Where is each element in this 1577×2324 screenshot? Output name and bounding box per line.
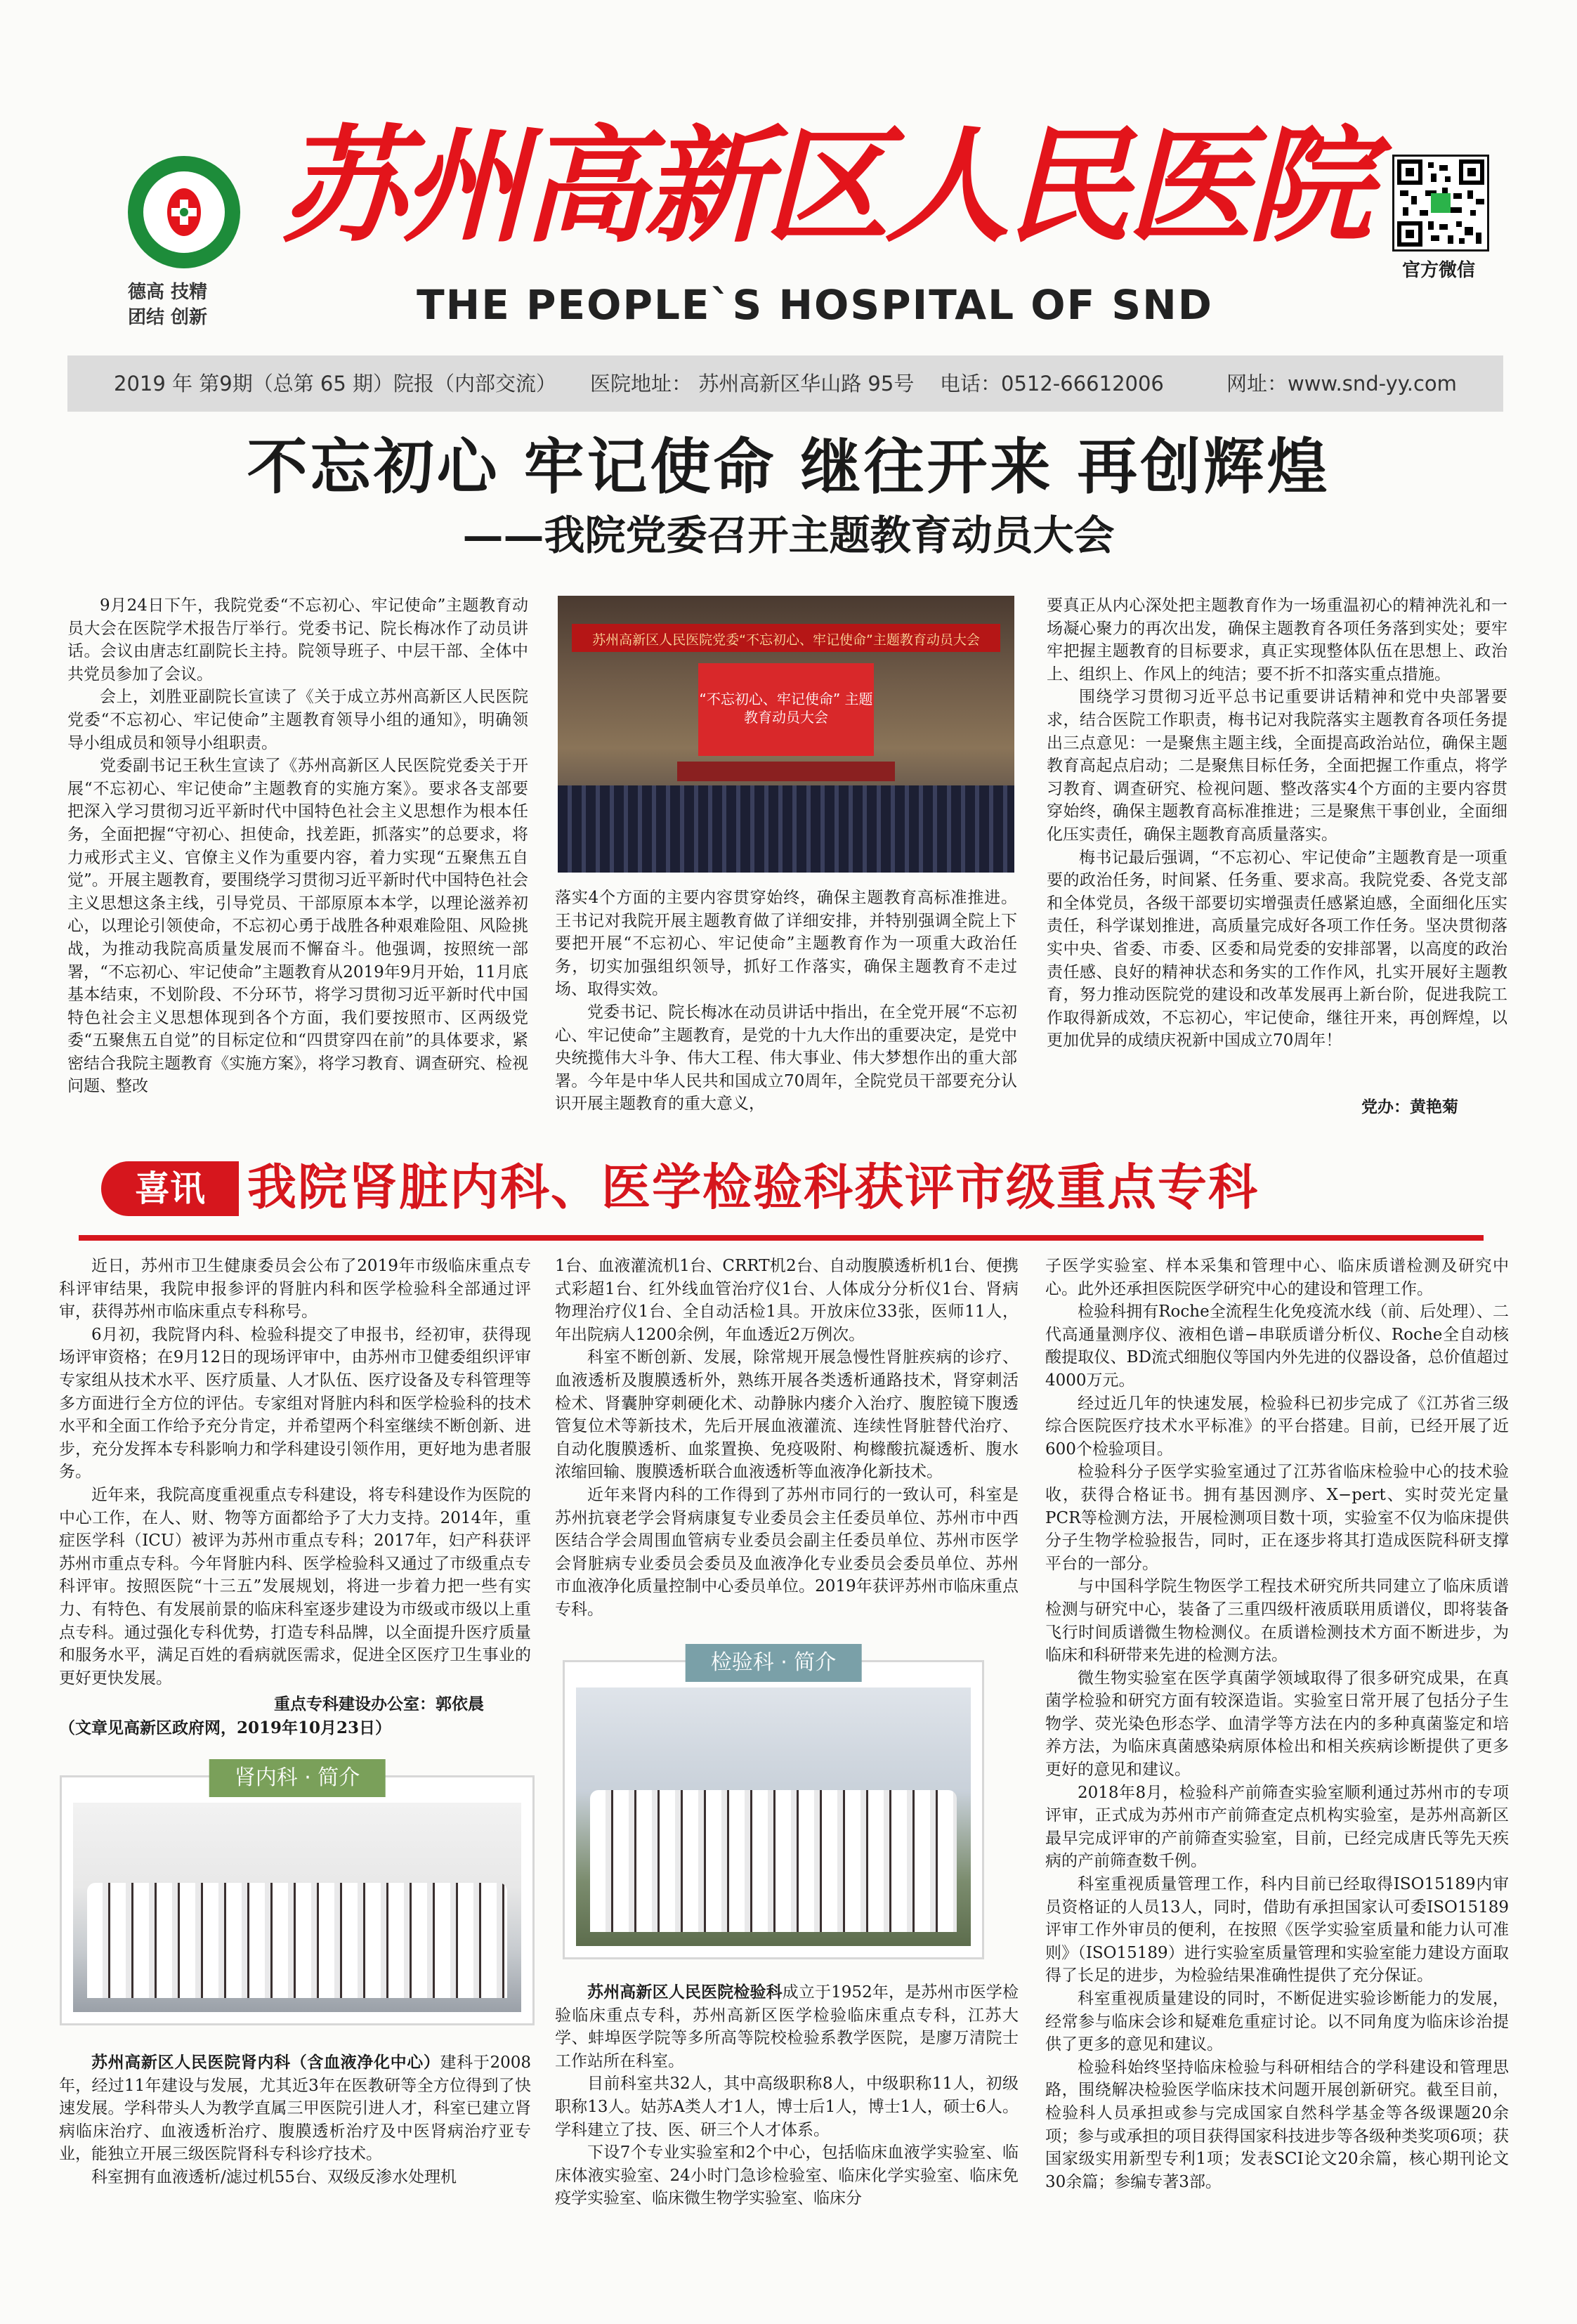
lead-text: 苏州高新区人民医院肾内科（含血液净化中心） [91, 2053, 440, 2072]
qr-label: 官方微信 [1401, 260, 1475, 281]
paragraph: 检验科分子医学实验室通过了江苏省临床检验中心的技术验收，获得合格证书。拥有基因测序、X−pert、实时荧光定量PCR等检测方法，开展检测项目数十项，实验室不仅为临床提供分子生物学检验报告，同时，正在逐步将其打造成医院科研支撑平台的一部分。 [1045, 1463, 1509, 1573]
paragraph: 党委副书记王秋生宣读了《苏州高新区人民医院党委关于开展“不忘初心、牢记使命”主题教育的实施方案》。要求各支部要把深入学习贯彻习近平新时代中国特色社会主义思想作为根本任务，全面把握“守初心、担使命，找差距，抓落实”的总要求，将力戒形式主义、官僚主义作为重要内容，着力实现“五聚焦五自觉”。开展主题教育，要围绕学习贯彻习近平新时代中国特色社会主义思想这条主线，引导党员、干部原原本本学，以理论滋养初心，以理论引领使命，不忘初心勇于战胜各种艰难险阻、风险挑战，为推动我院高质量发展而不懈奋斗。他强调，按照统一部署，“不忘初心、牢记使命”主题教育从2019年9月开始，11月底基本结束，不划阶段、不分环节，将学习贯彻习近平新时代中国特色社会主义思想体现到各个方面，我们要按照市、区两级党委“五聚焦五自觉”的目标定位和“四贯穿四在前”的具体要求，紧密结合我院主题教育《实施方案》，将学习教育、调查研究、检视问题、整改 [67, 757, 528, 1096]
nephrology-label: 肾内科 · 简介 [209, 1759, 386, 1797]
meeting-photo [558, 596, 1014, 873]
paragraph: 经过近几年的快速发展，检验科已初步完成了《江苏省三级综合医院医疗技术水平标准》的平台搭建。目前，已经开展了近600个检验项目。 [1045, 1394, 1509, 1458]
paragraph: 党委书记、院长梅冰在动员讲话中指出，在全党开展“不忘初心、牢记使命”主题教育，是党的十九大作出的重要决定，是党中央统揽伟大斗争、伟大工程、伟大事业、伟大梦想作出的重大部署。今年是中华人民共和国成立70周年，全院党员干部要充分认识开展主题教育的重大意义， [555, 1003, 1017, 1114]
nephrology-photo-frame [62, 1765, 532, 2023]
article2-signature: 重点专科建设办公室：郭依晨 [274, 1695, 484, 1713]
nephrology-intro [59, 2051, 531, 2311]
hospital-logo [128, 156, 240, 268]
article2-headline: 我院肾脏内科、医学检验科获评市级重点专科 [247, 1158, 1259, 1216]
laboratory-intro [555, 1981, 1019, 2311]
paragraph: 近年来肾内科的工作得到了苏州市同行的一致认可，科室是苏州抗衰老学会肾病康复专业委员会主任委员单位、苏州市中西医结合学会周围血管病专业委员会副主任委员单位、苏州市医学会肾脏病专业委员会委员及血液净化专业委员会委员单位、苏州市血液净化质量控制中心委员单位。2019年获评苏州市临床重点专科。 [555, 1485, 1019, 1619]
address-info: 医院地址： 苏州高新区华山路 95号 [590, 372, 915, 396]
article2-column-2 [555, 1255, 1019, 1648]
paragraph: 科室重视质量建设的同时，不断促进实验诊断能力的发展，经常参与临床会诊和疑难危重症讨论。以不同角度为临床诊治提供了更多的意见和建议。 [1045, 1990, 1509, 2054]
laboratory-label: 检验科 · 简介 [686, 1644, 862, 1682]
paragraph: 6月初，我院肾内科、检验科提交了申报书，经初审，获得现场评审资格；在9月12日的现场评审中，由苏州市卫健委组织评审专家组从技术水平、医疗质量、人才队伍、医疗设备及专科管理等多方面进行全方位的评估。专家组对肾脏内科和医学检验科的技术水平和全面工作给予充分肯定，并希望两个科室继续不断创新、进步，充分发挥本专科影响力和学科建设引领作用，更好地为患者服务。 [59, 1325, 531, 1482]
article1-subhead: ——我院党委召开主题教育动员大会 [462, 511, 1115, 559]
masthead-title: 苏州高新区人民医院 [281, 112, 1368, 259]
nephrology-team-photo [73, 1803, 521, 2012]
laboratory-photo-frame [565, 1650, 982, 1957]
paragraph: 下设7个专业实验室和2个中心，包括临床血液学实验室、临床体液实验室、24小时门急诊检验室、临床化学实验室、临床免疫学实验室、临床微生物学实验室、临床分 [555, 2143, 1019, 2208]
website-link[interactable]: 网址：www.snd-yy.com [1226, 372, 1457, 396]
issue-info: 2019 年 第9期（总第 65 期）院报（内部交流） [114, 372, 557, 396]
paragraph: 微生物实验室在医学真菌学领域取得了很多研究成果，在真菌学检验和研究方面有较深造诣。实验室日常开展了包括分子生物学、荧光染色形态学、血清学等方法在内的多种真菌鉴定和培养方法，为临床真菌感染病原体检出和相关疾病诊断提供了更多更好的意见和建议。 [1045, 1669, 1509, 1780]
paragraph: 检验科始终坚持临床检验与科研相结合的学科建设和管理思路，围绕解决检验医学临床技术问题开展创新研究。截至目前，检验科人员承担或参与完成国家自然科学基金等各级课题20余项；参与或承担的项目获得国家科技进步等各级种类奖项6项；获国家级实用新型专利1项；发表SCI论文20余篇，核心期刊论文30余篇；参编专著3部。 [1045, 2058, 1509, 2191]
motto-line-2: 团结 创新 [128, 307, 208, 328]
paragraph: 近日，苏州市卫生健康委员会公布了2019年市级临床重点专科评审结果，我院申报参评的肾脏内科和医学检验科全部通过评审，获得苏州市临床重点专科称号。 [59, 1257, 531, 1321]
paragraph: 检验科拥有Roche全流程生化免疫流水线（前、后处理）、二代高通量测序仪、液相色谱−串联质谱分析仪、Roche全自动核酸提取仪、BD流式细胞仪等国内外先进的仪器设备，总价值超过4000万元。 [1045, 1303, 1509, 1390]
good-news-badge: 喜讯 [101, 1161, 239, 1216]
article2-column-3 [1045, 1255, 1509, 2311]
meeting-banner-text: 苏州高新区人民医院党委“不忘初心、牢记使命”主题教育动员大会 [592, 632, 980, 648]
paragraph: 围绕学习贯彻习近平总书记重要讲话精神和党中央部署要求，结合医院工作职责，梅书记对我院落实主题教育各项任务提出三点意见：一是聚焦主题主线，全面提高政治站位，确保主题教育高起点启动；二是聚焦目标任务，全面把握工作重点，将学习教育、调查研究、检视问题、整改落实4个方面的主要内容贯穿始终，确保主题教育高标准推进；三是聚焦干事创业，全面细化压实责任，确保主题教育高质量落实。 [1047, 688, 1507, 844]
meeting-screen-text: “不忘初心、牢记使命” 主题教育动员大会 [699, 691, 873, 726]
article1-column-1 [67, 594, 528, 1116]
info-bar [67, 355, 1503, 412]
motto-line-1: 德高 技精 [128, 282, 208, 303]
paragraph: 科室拥有血液透析/滤过机55台、双级反渗水处理机 [91, 2167, 457, 2186]
qr-code-icon [1392, 155, 1489, 252]
article1-column-3 [1047, 594, 1507, 1116]
article2-column-1 [59, 1255, 531, 1721]
paragraph: 子医学实验室、样本采集和管理中心、临床质谱检测及研究中心。此外还承担医院医学研究中心的建设和管理工作。 [1045, 1257, 1509, 1298]
masthead-english: THE PEOPLE`S HOSPITAL OF SND [417, 281, 1213, 329]
logo-emblem-icon [163, 184, 205, 240]
paragraph: 与中国科学院生物医学工程技术研究所共同建立了临床质谱检测与研究中心，装备了三重四级杆液质联用质谱仪，即将装备飞行时间质谱微生物检测仪。在质谱检测技术方面不断进步，为临床和科研带来先进的检测方法。 [1045, 1577, 1509, 1665]
article1-signature: 党办：黄艳菊 [1356, 1096, 1458, 1118]
paragraph: 1台、血液灌流机1台、CRRT机2台、自动腹膜透析机1台、便携式彩超1台、红外线血管治疗仪1台、人体成分分析仪1台、肾病物理治疗仪1台、全自动活检1具。开放床位33张，医师11人，年出院病人1200余例，年血透近2万例次。 [555, 1257, 1019, 1344]
paragraph: 目前科室共32人，其中高级职称8人，中级职称11人，初级职称13人。姑苏A类人才1人，博士后1人，博士1人，硕士6人。学科建立了技、医、研三个人才体系。 [555, 2075, 1019, 2139]
phone-info: 电话：0512-66612006 [940, 372, 1164, 396]
paragraph: 科室不断创新、发展，除常规开展急慢性肾脏疾病的诊疗、血液透析及腹膜透析外，熟练开展各类透析通路技术，肾穿刺活检术、肾囊肿穿刺硬化术、动静脉内瘘介入治疗、腹腔镜下腹透管复位术等新技术，先后开展血液灌流、连续性肾脏替代治疗、自动化腹膜透析、血浆置换、免疫吸附、枸橼酸抗凝透析、腹水浓缩回输、腹膜透析联合血液透析等血液净化新技术。 [555, 1348, 1019, 1482]
paragraph: 梅书记最后强调，“不忘初心、牢记使命”主题教育是一项重要的政治任务，时间紧、任务重、要求高。我院党委、各党支部和全体党员，各级干部要切实增强责任感紧迫感，全面细化压实责任，科学谋划推进，高质量完成好各项工作任务。坚决贯彻落实中央、省委、市委、区委和局党委的安排部署，以高度的政治责任感、良好的精神状态和务实的工作作风，扎实开展好主题教育，努力推动医院党的建设和改革发展再上新台阶，促进我院工作取得新成效，不忘初心，牢记使命，继往开来，再创辉煌，以更加优异的成绩庆祝新中国成立70周年！ [1047, 848, 1507, 1050]
hospital-motto [128, 280, 254, 330]
paragraph: 2018年8月，检验科产前筛查实验室顺利通过苏州市的专项评审，正式成为苏州市产前筛查定点机构实验室，是苏州高新区最早完成评审的产前筛查实验室，目前，已经完成唐氏等先天疾病的产前筛查数千例。 [1045, 1783, 1509, 1871]
paragraph: 苏州高新区人民医院肾内科（含血液净化中心）建科于2008年，经过11年建设与发展，尤其近3年在医教研等全方位得到了快速发展。学科带头人为教学直属三甲医院引进人才，科室已建立肾病临床治疗、血液透析治疗、腹膜透析治疗及中医肾病治疗亚专业，能独立开展三级医院肾科专科诊疗技术。 [59, 2053, 531, 2164]
paragraph: 近年来，我院高度重视重点专科建设，将专科建设作为医院的中心工作，在人、财、物等方面都给予了大力支持。2014年，重症医学科（ICU）被评为苏州市重点专科；2017年，妇产科获评苏州市重点专科。今年肾脏内科、医学检验科又通过了市级重点专科评审。按照医院“十三五”发展规划，将进一步着力把一些有实力、有特色、有发展前景的临床科室逐步建设为市级或市级以上重点专科。通过强化专科优势，打造专科品牌，以全面提升医疗质量和服务水平，满足百姓的看病就医需求，促进全区医疗卫生事业的更好更快发展。 [59, 1485, 531, 1687]
source-note: （文章见高新区政府网，2019年10月23日） [59, 1718, 392, 1737]
paragraph: 科室重视质量管理工作，科内目前已经取得ISO15189内审员资格证的人员13人，同时，借助有承担国家认可委ISO15189评审工作外审员的便利，在按照《医学实验室质量和能力认可准则》（ISO15189）进行实验室质量管理和实验室能力建设方面取得了长足的进步，为检验结果准确性提供了充分保证。 [1045, 1875, 1509, 1985]
paragraph: 苏州高新区人民医院检验科成立于1952年，是苏州市医学检验临床重点专科，苏州高新区医学检验临床重点专科，江苏大学、蚌埠医学院等多所高等院校检验系教学医院，是廖万清院士工作站所在科室。 [555, 1983, 1019, 2070]
laboratory-team-photo [576, 1687, 971, 1946]
lead-text: 苏州高新区人民医院检验科 [587, 1983, 783, 2002]
article1-column-2 [555, 887, 1017, 1116]
paragraph: 9月24日下午，我院党委“不忘初心、牢记使命”主题教育动员大会在医院学术报告厅举行。党委书记、院长梅冰作了动员讲话。会议由唐志红副院长主持。院领导班子、中层干部、全体中共党员参加了会议。 [67, 596, 528, 684]
paragraph: 会上，刘胜亚副院长宣读了《关于成立苏州高新区人民医院党委“不忘初心、牢记使命”主题教育领导小组的通知》，明确领导小组成员和领导小组职责。 [67, 688, 528, 752]
paragraph: 落实4个方面的主要内容贯穿始终，确保主题教育高标准推进。王书记对我院开展主题教育做了详细安排，并特别强调全院上下要把开展“不忘初心、牢记使命”主题教育作为一项重大政治任务，切实加强组织领导，抓好工作落实，确保主题教育不走过场、取得实效。 [555, 889, 1017, 999]
red-divider [79, 1235, 1484, 1241]
paragraph: 要真正从内心深处把主题教育作为一场重温初心的精神洗礼和一场凝心聚力的再次出发，确保主题教育各项任务落到实处；要牢牢把握主题教育的目标要求，真正实现整体队伍在思想上、政治上、组织上、作风上的纯洁；要不折不扣落实重点措施。 [1047, 596, 1507, 684]
article1-headline: 不忘初心 牢记使命 继往开来 再创辉煌 [247, 431, 1330, 502]
